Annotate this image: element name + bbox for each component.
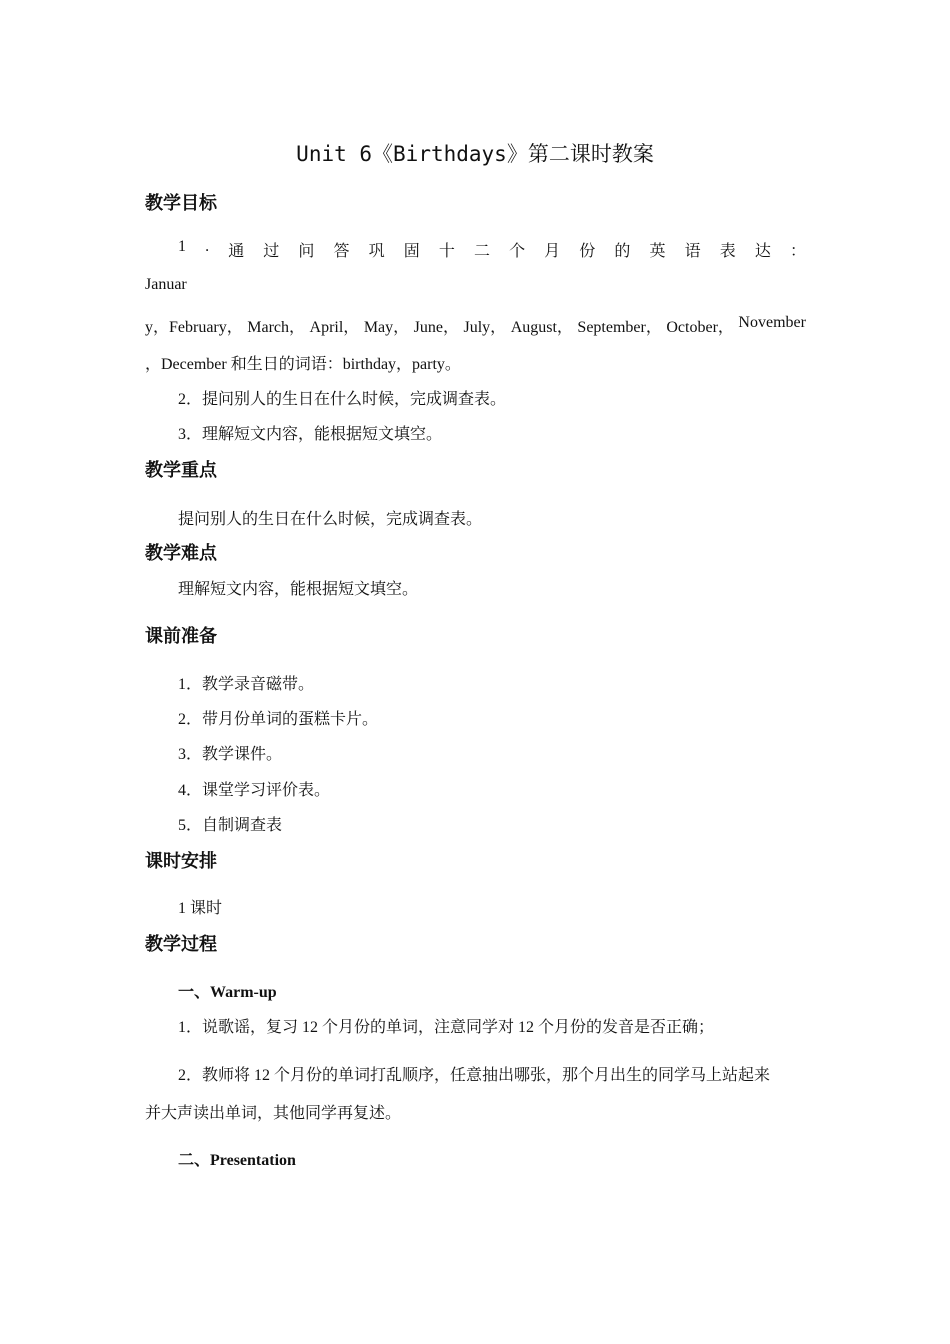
month-word: y，February， (145, 319, 243, 336)
month-word: March， (247, 319, 306, 336)
char: 英 (649, 243, 666, 260)
key-points-text: 提问别人的生日在什么时候，完成调查表。 (178, 511, 483, 528)
char: . (205, 238, 210, 255)
char: 的 (614, 243, 631, 260)
heading-key-points: 教学重点 (145, 460, 217, 481)
char: 月 (544, 243, 561, 260)
goal-item-1-line-4: ，December 和生日的词语：birthday，party。 (145, 356, 461, 373)
document-title: Unit 6《Birthdays》第二课时教案 (296, 142, 654, 166)
char: 十 (438, 243, 455, 260)
goal-item-1-line-3 (145, 314, 806, 337)
heading-process: 教学过程 (145, 934, 217, 955)
preparation-item: 2．带月份单词的蛋糕卡片。 (178, 711, 379, 728)
month-word: August， (510, 319, 573, 336)
month-word: September， (577, 319, 662, 336)
month-word: October， (666, 319, 734, 336)
heading-schedule: 课时安排 (145, 851, 217, 872)
char: 二 (473, 243, 490, 260)
char: 达 (754, 243, 771, 260)
month-word: June， (413, 319, 459, 336)
char: 通 (228, 243, 245, 260)
difficulties-text: 理解短文内容，能根据短文填空。 (178, 581, 419, 598)
preparation-item: 5．自制调查表 (178, 817, 283, 834)
warmup-item-1: 1．说歌谣，复习 12 个月份的单词，注意同学对 12 个月份的发音是否正确； (178, 1019, 715, 1036)
char: 个 (509, 243, 526, 260)
preparation-item: 4．课堂学习评价表。 (178, 782, 331, 799)
char: ： (789, 243, 806, 260)
warmup-title: 一、Warm-up (178, 984, 277, 1001)
goal-item-1-line-2: Januar (145, 276, 187, 293)
heading-goals: 教学目标 (145, 193, 217, 214)
char: 问 (298, 243, 315, 260)
goal-item-3: 3．理解短文内容，能根据短文填空。 (178, 426, 443, 443)
char: 巩 (368, 243, 385, 260)
goal-item-1-line-1 (178, 238, 806, 261)
char: 语 (684, 243, 701, 260)
schedule-text: 1 课时 (178, 900, 223, 917)
heading-preparation: 课前准备 (145, 626, 217, 647)
month-word: April， (309, 319, 360, 336)
warmup-item-2-line-2: 并大声读出单词，其他同学再复述。 (145, 1105, 402, 1122)
preparation-item: 3．教学课件。 (178, 746, 283, 763)
char: 固 (403, 243, 420, 260)
month-word: November (738, 314, 806, 331)
month-word: May， (363, 319, 410, 336)
heading-difficulties: 教学难点 (145, 543, 217, 564)
char: 答 (333, 243, 350, 260)
char: 1 (178, 238, 186, 255)
goal-item-2: 2．提问别人的生日在什么时候，完成调查表。 (178, 391, 507, 408)
preparation-item: 1．教学录音磁带。 (178, 676, 315, 693)
presentation-title: 二、Presentation (178, 1152, 296, 1169)
char: 表 (719, 243, 736, 260)
char: 份 (579, 243, 596, 260)
char: 过 (263, 243, 280, 260)
warmup-item-2-line-1: 2．教师将 12 个月份的单词打乱顺序，任意抽出哪张，那个月出生的同学马上站起来 (178, 1067, 771, 1084)
month-word: July， (463, 319, 507, 336)
